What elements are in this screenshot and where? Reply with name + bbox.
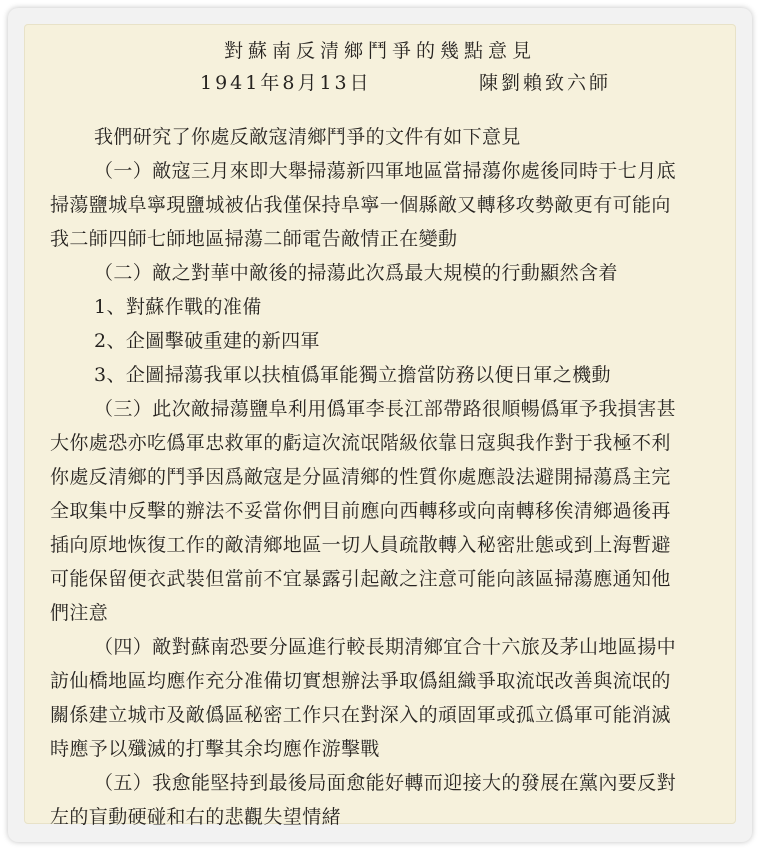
text-line: （五）我愈能堅持到最後局面愈能好轉而迎接大的發展在黨內要反對 bbox=[94, 772, 677, 794]
text-line: 們注意 bbox=[50, 602, 109, 624]
text-line: 關係建立城市及敵僞區秘密工作只在對深入的頑固軍或孤立僞軍可能消滅 bbox=[50, 704, 671, 726]
text-line: 大你處恐亦吃僞軍忠救軍的虧這次流氓階級依靠日寇與我作對于我極不利 bbox=[50, 432, 671, 454]
text-line: 插向原地恢復工作的敵清鄉地區一切人員疏散轉入秘密壯態或到上海暫避 bbox=[50, 534, 671, 556]
text-line: 你處反清鄉的鬥爭因爲敵寇是分區清鄉的性質你處應設法避開掃蕩爲主完 bbox=[50, 466, 671, 488]
text-line: 2、企圖擊破重建的新四軍 bbox=[94, 330, 320, 352]
text-line: （一）敵寇三月來即大舉掃蕩新四軍地區當掃蕩你處後同時于七月底 bbox=[94, 160, 677, 182]
text-line: 1、對蘇作戰的准備 bbox=[94, 296, 262, 318]
text-line: 3、企圖掃蕩我軍以扶植僞軍能獨立擔當防務以便日軍之機動 bbox=[94, 364, 611, 386]
document-date: 1941年8月13日 bbox=[200, 72, 372, 94]
text-line: （二）敵之對華中敵後的掃蕩此次爲最大規模的行動顯然含着 bbox=[94, 262, 618, 284]
text-line: 掃蕩鹽城阜寧現鹽城被佔我僅保持阜寧一個縣敵又轉移攻勢敵更有可能向 bbox=[50, 194, 671, 216]
document-title: 對蘇南反清鄉鬥爭的幾點意見 bbox=[223, 40, 536, 62]
text-line: 訪仙橋地區均應作充分准備切實想辦法爭取僞組織爭取流氓改善與流氓的 bbox=[50, 670, 671, 692]
text-line: 我二師四師七師地區掃蕩二師電告敵情正在變動 bbox=[50, 228, 458, 250]
text-line: 可能保留便衣武裝但當前不宜暴露引起敵之注意可能向該區掃蕩應通知他 bbox=[50, 568, 671, 590]
text-line: 左的盲動硬碰和右的悲觀失望情緒 bbox=[50, 806, 342, 828]
document-signers: 陳劉賴致六師 bbox=[479, 72, 612, 94]
text-line: 全取集中反擊的辦法不妥當你們目前應向西轉移或向南轉移俟清鄉過後再 bbox=[50, 500, 671, 522]
document-body bbox=[50, 120, 720, 834]
document-page bbox=[24, 24, 736, 828]
text-line: （三）此次敵掃蕩鹽阜利用僞軍李長江部帶路很順暢僞軍予我損害甚 bbox=[94, 398, 677, 420]
text-line: （四）敵對蘇南恐要分區進行較長期清鄉宜合十六旅及茅山地區揚中 bbox=[94, 636, 677, 658]
text-line: 時應予以殲滅的打擊其余均應作游擊戰 bbox=[50, 738, 380, 760]
text-line: 我們研究了你處反敵寇清鄉鬥爭的文件有如下意見 bbox=[94, 126, 521, 148]
